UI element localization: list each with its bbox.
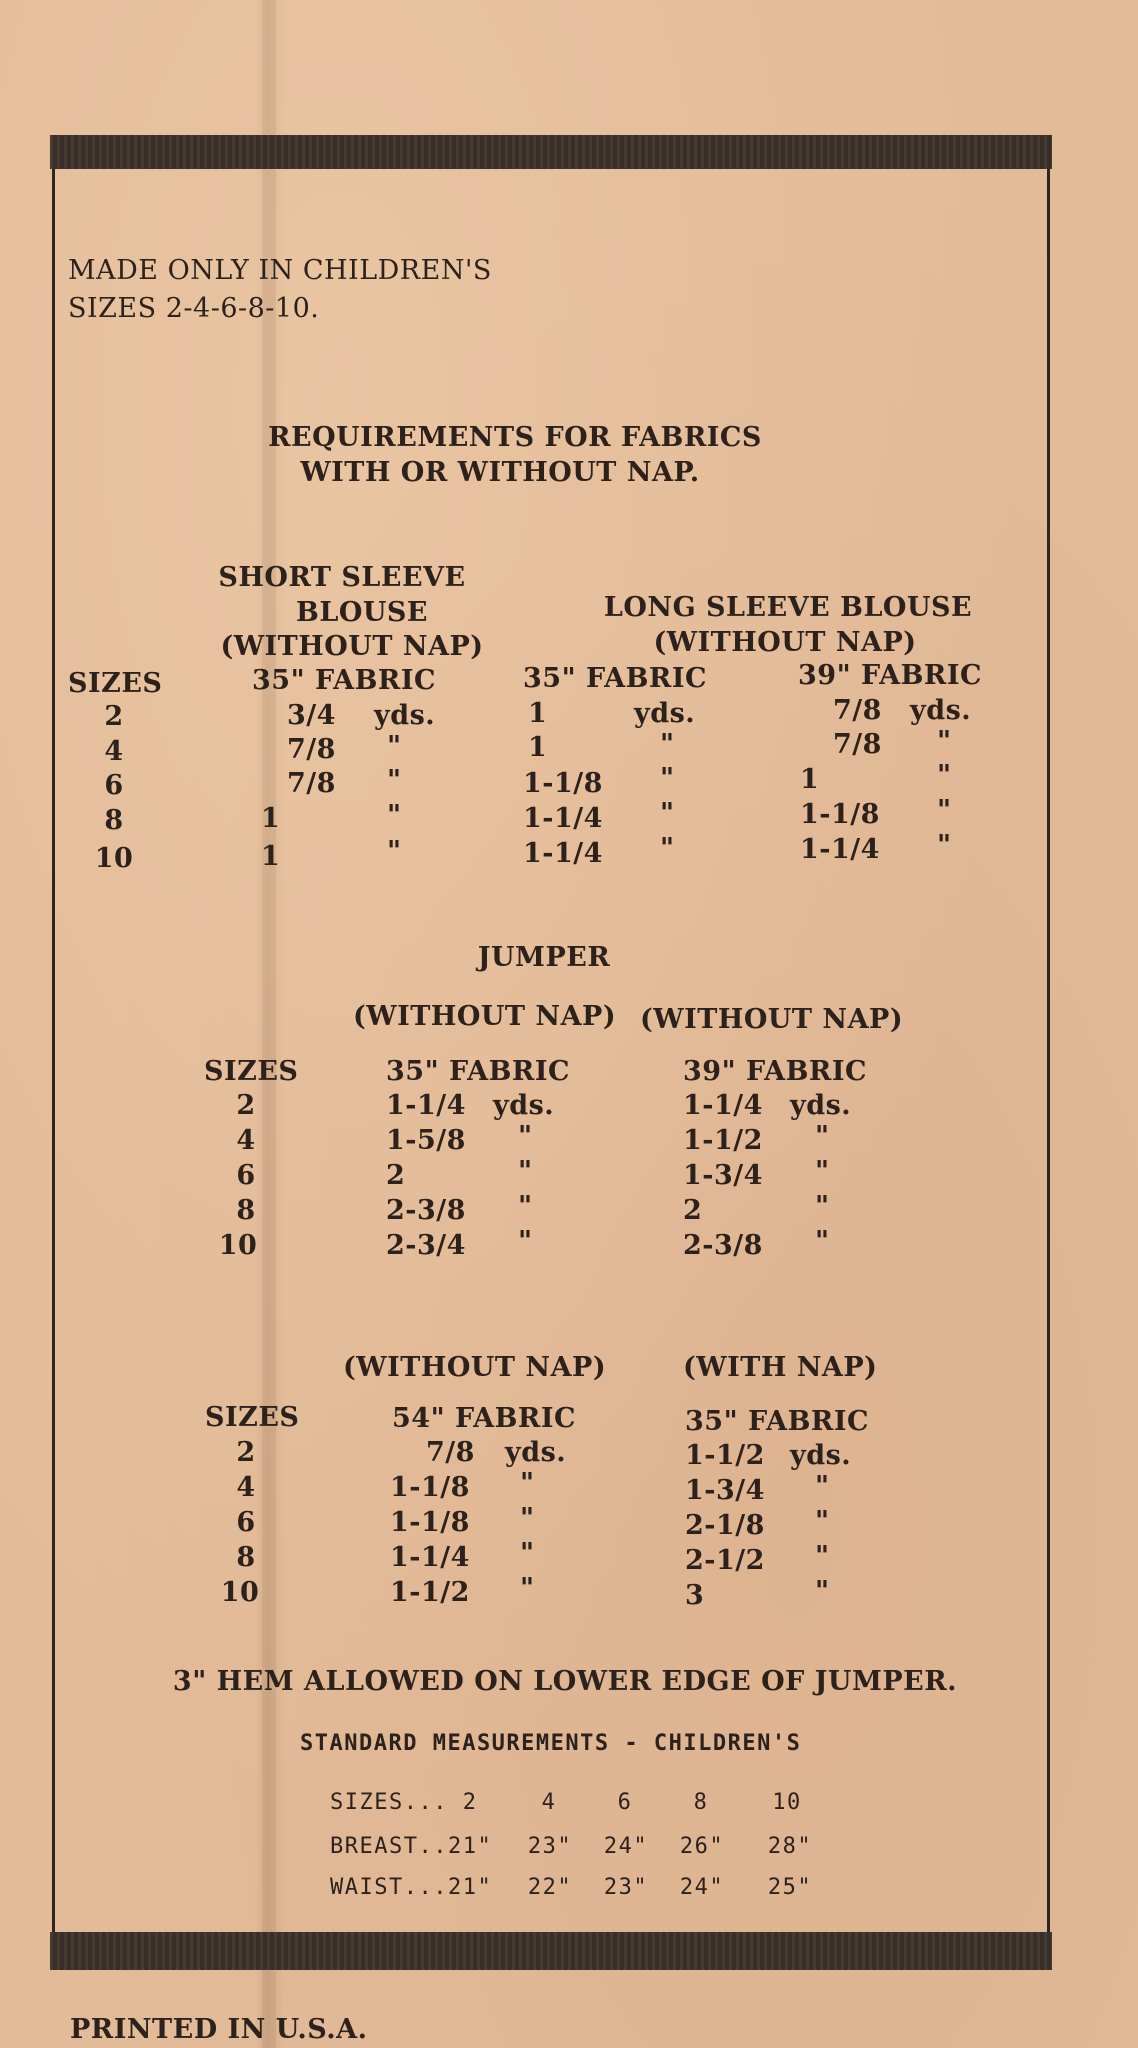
blouse-col-sizes: SIZES: [68, 668, 163, 699]
jumper2-row-f35: 1-1/2: [685, 1440, 765, 1471]
bottom-border-bar: [50, 1932, 1052, 1970]
standard-breast-value: 23": [527, 1834, 573, 1859]
blouse-row-long35: 1-1/8: [523, 768, 603, 799]
blouse-row-long35: 1-1/4: [523, 838, 603, 869]
standard-breast-value: 26": [679, 1834, 725, 1859]
jumper2-nap-right: (WITH NAP): [683, 1352, 878, 1383]
blouse-row-long35: 1: [528, 698, 548, 729]
jumper-row-f35: 2: [386, 1160, 406, 1191]
jumper2-row-f35-unit: ": [815, 1471, 830, 1502]
printed-in-usa: PRINTED IN U.S.A.: [70, 2014, 368, 2045]
jumper-row-f35-unit: yds.: [493, 1090, 555, 1121]
jumper-row-f35-unit: ": [518, 1156, 533, 1187]
blouse-row-short35: 7/8: [287, 768, 336, 799]
jumper2-row-f35-unit: ": [815, 1576, 830, 1607]
jumper2-row-f54-unit: yds.: [505, 1437, 567, 1468]
jumper2-row-f35-unit: ": [815, 1541, 830, 1572]
jumper-row-f39: 1-3/4: [683, 1160, 763, 1191]
jumper2-row-size: 6: [236, 1507, 256, 1538]
blouse-row-short35: 1: [261, 841, 281, 872]
jumper-col-sizes: SIZES: [204, 1056, 299, 1087]
blouse-row-long35-unit: ": [660, 798, 675, 829]
jumper-row-f39-unit: ": [815, 1121, 830, 1152]
short-sleeve-header-1: SHORT SLEEVE: [218, 562, 466, 593]
blouse-row-size: 2: [104, 701, 124, 732]
jumper2-row-f35: 2-1/2: [685, 1545, 765, 1576]
blouse-row-size: 10: [94, 843, 134, 874]
jumper2-col-35: 35" FABRIC: [685, 1406, 869, 1437]
hem-note: 3" HEM ALLOWED ON LOWER EDGE OF JUMPER.: [172, 1666, 958, 1697]
jumper-row-f39: 2: [683, 1195, 703, 1226]
blouse-row-long39-unit: yds.: [910, 695, 972, 726]
jumper-row-f39-unit: ": [815, 1226, 830, 1257]
blouse-row-long39: 7/8: [833, 729, 882, 760]
jumper-row-f35: 2-3/8: [386, 1195, 466, 1226]
standard-size: 10: [772, 1790, 802, 1815]
jumper-row-f35-unit: ": [518, 1191, 533, 1222]
standard-size: 4: [541, 1790, 557, 1815]
jumper2-row-f54-unit: ": [520, 1468, 535, 1499]
standard-waist-value: 25": [767, 1875, 813, 1900]
jumper-row-f35: 2-3/4: [386, 1230, 466, 1261]
blouse-col-long-39: 39" FABRIC: [798, 660, 982, 691]
jumper-row-f35-unit: ": [518, 1121, 533, 1152]
blouse-row-long35: 1: [528, 732, 548, 763]
blouse-row-short35-unit: ": [387, 765, 402, 796]
standard-waist-value: 24": [679, 1875, 725, 1900]
blouse-row-short35-unit: ": [387, 836, 402, 867]
blouse-row-size: 8: [104, 805, 124, 836]
jumper-row-f35-unit: ": [518, 1226, 533, 1257]
intro-line-2: SIZES 2-4-6-8-10.: [68, 293, 320, 324]
jumper2-row-size: 10: [220, 1577, 260, 1608]
long-sleeve-header-1: LONG SLEEVE BLOUSE: [603, 592, 973, 623]
blouse-row-short35: 7/8: [287, 734, 336, 765]
jumper2-row-f35-unit: ": [815, 1506, 830, 1537]
long-sleeve-header-2: (WITHOUT NAP): [653, 627, 917, 658]
jumper-row-f39: 2-3/8: [683, 1230, 763, 1261]
jumper-col-35: 35" FABRIC: [386, 1056, 570, 1087]
jumper-row-f39: 1-1/2: [683, 1125, 763, 1156]
blouse-col-short-35: 35" FABRIC: [252, 665, 436, 696]
blouse-row-long35-unit: ": [660, 833, 675, 864]
jumper-title: JUMPER: [477, 942, 611, 973]
standard-waist-label: WAIST...21": [330, 1875, 493, 1900]
jumper-row-size: 6: [236, 1160, 256, 1191]
jumper2-row-f35: 1-3/4: [685, 1475, 765, 1506]
jumper2-row-f54-unit: ": [520, 1573, 535, 1604]
jumper2-row-f54: 7/8: [426, 1437, 475, 1468]
jumper2-row-size: 2: [236, 1437, 256, 1468]
jumper-nap-right: (WITHOUT NAP): [640, 1004, 904, 1035]
blouse-row-long39-unit: ": [937, 795, 952, 826]
blouse-row-long39-unit: ": [937, 830, 952, 861]
jumper-row-f39-unit: yds.: [790, 1090, 852, 1121]
standard-waist-value: 22": [527, 1875, 573, 1900]
jumper2-col-54: 54" FABRIC: [392, 1403, 576, 1434]
jumper2-row-size: 4: [236, 1472, 256, 1503]
blouse-row-long35: 1-1/4: [523, 803, 603, 834]
blouse-row-long39: 1-1/4: [800, 834, 880, 865]
requirements-heading-line-2: WITH OR WITHOUT NAP.: [300, 457, 700, 488]
blouse-row-size: 6: [104, 770, 124, 801]
jumper2-row-f35: 2-1/8: [685, 1510, 765, 1541]
jumper2-row-f54: 1-1/4: [390, 1542, 470, 1573]
blouse-row-long39: 7/8: [833, 695, 882, 726]
requirements-heading-line-1: REQUIREMENTS FOR FABRICS: [268, 422, 762, 453]
standard-sizes-label: SIZES... 2: [330, 1790, 478, 1815]
jumper-col-39: 39" FABRIC: [683, 1056, 867, 1087]
short-sleeve-header-2: BLOUSE: [296, 597, 428, 628]
blouse-row-short35: 3/4: [287, 700, 336, 731]
intro-line-1: MADE ONLY IN CHILDREN'S: [68, 255, 492, 286]
blouse-row-size: 4: [104, 736, 124, 767]
blouse-row-short35-unit: ": [387, 800, 402, 831]
jumper-row-f35: 1-1/4: [386, 1090, 466, 1121]
blouse-row-short35-unit: ": [387, 731, 402, 762]
blouse-row-long39: 1-1/8: [800, 799, 880, 830]
jumper-row-size: 10: [218, 1230, 258, 1261]
blouse-row-long39: 1: [800, 764, 820, 795]
jumper-row-f39: 1-1/4: [683, 1090, 763, 1121]
standard-breast-label: BREAST..21": [330, 1834, 493, 1859]
jumper-row-f39-unit: ": [815, 1191, 830, 1222]
standard-size: 6: [617, 1790, 633, 1815]
blouse-row-short35-unit: yds.: [374, 700, 436, 731]
blouse-row-long39-unit: ": [937, 726, 952, 757]
blouse-row-long35-unit: ": [660, 729, 675, 760]
short-sleeve-header-3: (WITHOUT NAP): [220, 631, 484, 662]
jumper-nap-left: (WITHOUT NAP): [353, 1001, 617, 1032]
blouse-row-long39-unit: ": [937, 760, 952, 791]
jumper2-row-f54: 1-1/2: [390, 1577, 470, 1608]
jumper2-nap-left: (WITHOUT NAP): [343, 1352, 607, 1383]
jumper2-row-f54-unit: ": [520, 1538, 535, 1569]
jumper2-row-f54-unit: ": [520, 1503, 535, 1534]
jumper2-col-sizes: SIZES: [205, 1402, 300, 1433]
standard-waist-value: 23": [603, 1875, 649, 1900]
jumper2-row-f35: 3: [685, 1580, 705, 1611]
jumper-row-f35: 1-5/8: [386, 1125, 466, 1156]
jumper2-row-f54: 1-1/8: [390, 1472, 470, 1503]
jumper-row-f39-unit: ": [815, 1156, 830, 1187]
jumper2-row-size: 8: [236, 1542, 256, 1573]
jumper-row-size: 4: [236, 1125, 256, 1156]
standard-breast-value: 24": [603, 1834, 649, 1859]
jumper-row-size: 2: [236, 1090, 256, 1121]
standard-measurements-title: STANDARD MEASUREMENTS - CHILDREN'S: [300, 1731, 802, 1756]
jumper2-row-f54: 1-1/8: [390, 1507, 470, 1538]
jumper2-row-f35-unit: yds.: [790, 1440, 852, 1471]
jumper-row-size: 8: [236, 1195, 256, 1226]
blouse-row-long35-unit: yds.: [634, 698, 696, 729]
standard-breast-value: 28": [767, 1834, 813, 1859]
standard-size: 8: [693, 1790, 709, 1815]
top-border-bar: [50, 135, 1052, 169]
blouse-row-long35-unit: ": [660, 763, 675, 794]
blouse-col-long-35: 35" FABRIC: [523, 663, 707, 694]
blouse-row-short35: 1: [261, 803, 281, 834]
